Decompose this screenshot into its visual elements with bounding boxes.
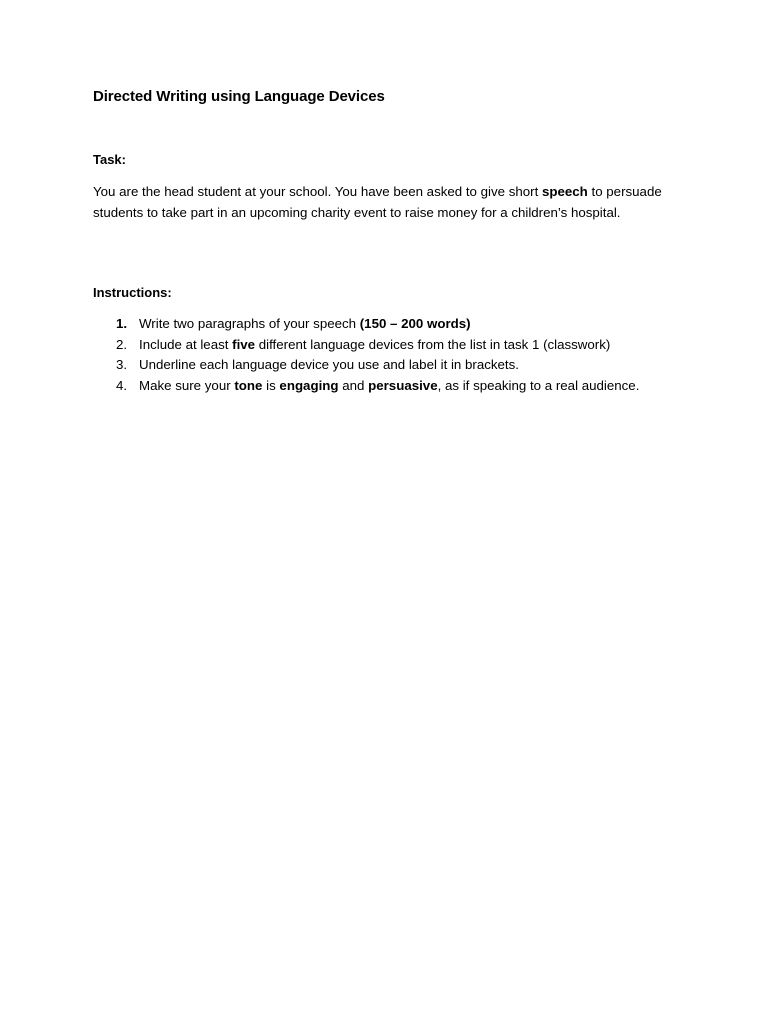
list-item-text: Include at least (139, 336, 233, 352)
instructions-heading: Instructions: (93, 285, 172, 300)
list-item-text: Write two paragraphs of your speech (139, 316, 360, 331)
list-item-number: 1. (116, 316, 128, 331)
list-item-bold: engaging (279, 378, 339, 394)
task-paragraph (93, 181, 673, 223)
list-item (93, 355, 693, 376)
list-item-text: and (338, 378, 369, 394)
list-item-bold: five (232, 336, 256, 352)
list-item (93, 314, 693, 335)
document-title: Directed Writing using Language Devices (93, 88, 385, 105)
instructions-list (93, 314, 693, 397)
task-bold-speech: speech (541, 184, 588, 199)
list-item-bold: (150 – 200 words) (359, 316, 471, 331)
list-item (93, 376, 693, 397)
list-item-bold: persuasive (368, 378, 438, 394)
list-item-number: 4. (116, 378, 128, 394)
task-text-part: You are the head student at your school. You have been asked to give short (93, 184, 542, 199)
list-item (93, 335, 693, 356)
list-item-number: 2. (116, 336, 128, 352)
list-item-text: Underline each language device you use and label it in brackets. (139, 357, 519, 373)
list-item-text: is (262, 378, 280, 394)
list-item-bold: tone (234, 378, 263, 394)
task-heading: Task: (93, 152, 126, 167)
list-item-text: different language devices from the list in task 1 (classwork) (255, 336, 611, 352)
list-item-text: , as if speaking to a real audience. (437, 378, 640, 394)
task-text-part: to persuade students to take part in an upcoming charity event to raise money for a children’s hospital. (93, 184, 662, 220)
list-item-number: 3. (116, 357, 128, 373)
list-item-text: Make sure your (139, 378, 235, 394)
